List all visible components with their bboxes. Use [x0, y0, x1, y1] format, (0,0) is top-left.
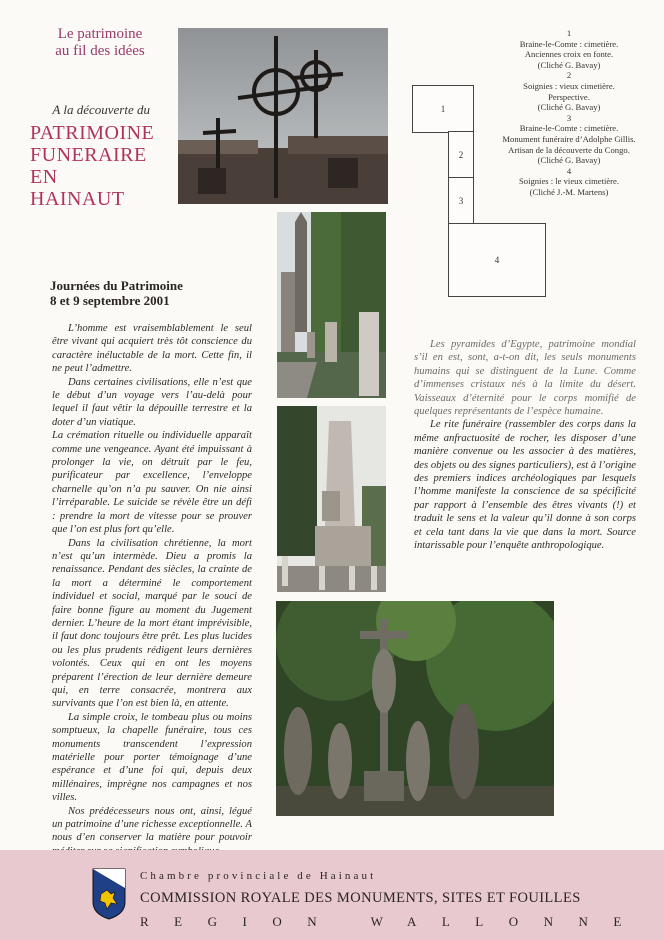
caption-line: Perspective.	[548, 91, 590, 102]
photo-calvary	[276, 601, 554, 816]
footer-line-3: REGION WALLONNE	[140, 914, 647, 929]
series-line-2: au fil des idées	[55, 43, 145, 59]
caption-line: Soignies : le vieux cimetière.	[519, 176, 619, 187]
caption-number: 2	[566, 70, 572, 81]
intro-line: A la découverte du	[52, 102, 150, 117]
title-line: FUNERAIRE	[30, 144, 147, 166]
event-line-1: Journées du Patrimoine	[50, 278, 183, 293]
diagram-box-1: 1	[412, 85, 474, 133]
paragraph: Nos prédécesseurs nous ont, ainsi, légué un patrimoine d’une richesse exceptionnelle. A nous d’en conserver la matière pour pouvoir	[52, 805, 252, 844]
footer-line-2: COMMISSION ROYALE DES MONUMENTS, SITES ET FOUILLES	[140, 890, 581, 906]
title-line: HAINAUT	[30, 188, 125, 210]
caption-line: Soignies : vieux cimetière.	[523, 80, 615, 91]
paragraph: Le rite funéraire (rassembler des corps dans la même anfractuosité de rocher, les disposer d’une manière convenue ou les associer à des matières, des objets ou des signes particuliers), est à l’origine des premiers indices archéologiques par lesquels l’homme manifeste la conscience de sa spécificité par rapport à l’ensemble des êtres vivants (!) et traduit le sens et la valeur qu’il donne à son corps et cela tant dans la vie que dans la mort. Source intarissable pour l’enquête anthropologique.	[414, 419, 636, 552]
paragraph: L’homme est vraisemblablement le seul être vivant qui acquiert très tôt conscience du caractère inéluctable de la mort. Cette fin, il ne peut l’admettre.	[52, 323, 252, 375]
title-line: PATRIMOINE	[30, 122, 155, 144]
footer-line-1: Chambre provinciale de Hainaut	[140, 870, 377, 882]
photo-captions	[500, 28, 638, 198]
diagram-box-4: 4	[448, 223, 546, 297]
caption-line: Monument funéraire d’Adolphe Gillis.	[502, 133, 636, 144]
photo-gillis-monument	[277, 406, 386, 592]
main-title	[30, 122, 170, 210]
diagram-box-2: 2	[448, 131, 474, 179]
diagram-box-3: 3	[448, 177, 474, 225]
event-line-2: 8 et 9 septembre 2001	[50, 293, 170, 308]
caption-line: (Cliché G. Bavay)	[537, 102, 601, 113]
right-column-text	[414, 338, 636, 553]
paragraph: Dans certaines civilisations, elle n’est que le début d’un voyage vers l’au-delà pour lequel il faut vêtir la dépouille terrestre et la doter d’un viatique.	[52, 376, 252, 428]
caption-line: (Cliché G. Bavay)	[537, 155, 601, 166]
caption-line: Anciennes croix en fonte.	[524, 49, 614, 60]
title-line: EN	[30, 166, 58, 188]
caption-number: 1	[566, 28, 572, 38]
paragraph: La simple croix, le tombeau plus ou moins somptueux, la chapelle funéraire, tous ces monuments transcendent l’expression matérielle pour porter témoignage d’une espérance et d’une foi qui, depuis deux millénaires, imprègne nos campagnes et nos villes.	[52, 711, 252, 804]
caption-line: Braine-le-Comte : cimetière.	[519, 38, 619, 49]
photo-iron-crosses	[178, 28, 388, 204]
series-title	[30, 26, 170, 60]
paragraph: La crémation rituelle ou individuelle apparaît comme une vengeance. Ayant été impuissant à prolonger la vie, on détruit par le feu, purificateur par excellence, l’enveloppe charnelle qu’on n’a pu sauver. On nie ainsi l’irréparable. Le suicide se révèle être un défi : prendre la mort de vitesse pour se prouver que l’on est plus fort qu’elle.	[52, 430, 252, 536]
caption-line: Braine-le-Comte : cimetière.	[519, 123, 619, 134]
paragraph: Dans la civilisation chrétienne, la mort n’est qu’un intermède. Dieu a promis la renaissance. Pendant des siècles, la crainte de la mort a déterminé le comportement individuel et social, marqué par le souci de faire bonne figure au moment du Jugement dernier. L’heure de la mort étant imprévisible, il faut donc toujours être prêt. Les plus lucides ou les plus prudents rédigent leurs dernières volontés. Ceux qui en ont les moyens préparent l’érection de leur dernière demeure qui, en terre consacrée, montrera aux survivants que l’on est bien là, en attente.	[52, 537, 252, 710]
left-column-text	[52, 322, 252, 858]
paragraph: Les pyramides d’Egypte, patrimoine mondial s’il en est, sont, a-t-on dit, les seuls monuments humains qui se distinguent de la Lune. Comme d’immenses cristaux nés à la limite du désert. Vaisseaux d’éternité pour le corps momifié de quelques représentants de l’espèce humaine.	[414, 339, 636, 418]
caption-line: (Cliché G. Bavay)	[537, 59, 601, 70]
caption-number: 3	[566, 112, 572, 123]
hainaut-shield-logo	[92, 868, 126, 920]
event-heading	[50, 278, 250, 308]
caption-line: (Cliché J.-M. Martens)	[529, 186, 609, 197]
series-line-1: Le patrimoine	[57, 26, 143, 42]
caption-line: Artisan de la découverte du Congo.	[508, 144, 630, 155]
caption-number: 4	[566, 165, 572, 176]
photo-cemetery-perspective	[277, 212, 386, 398]
